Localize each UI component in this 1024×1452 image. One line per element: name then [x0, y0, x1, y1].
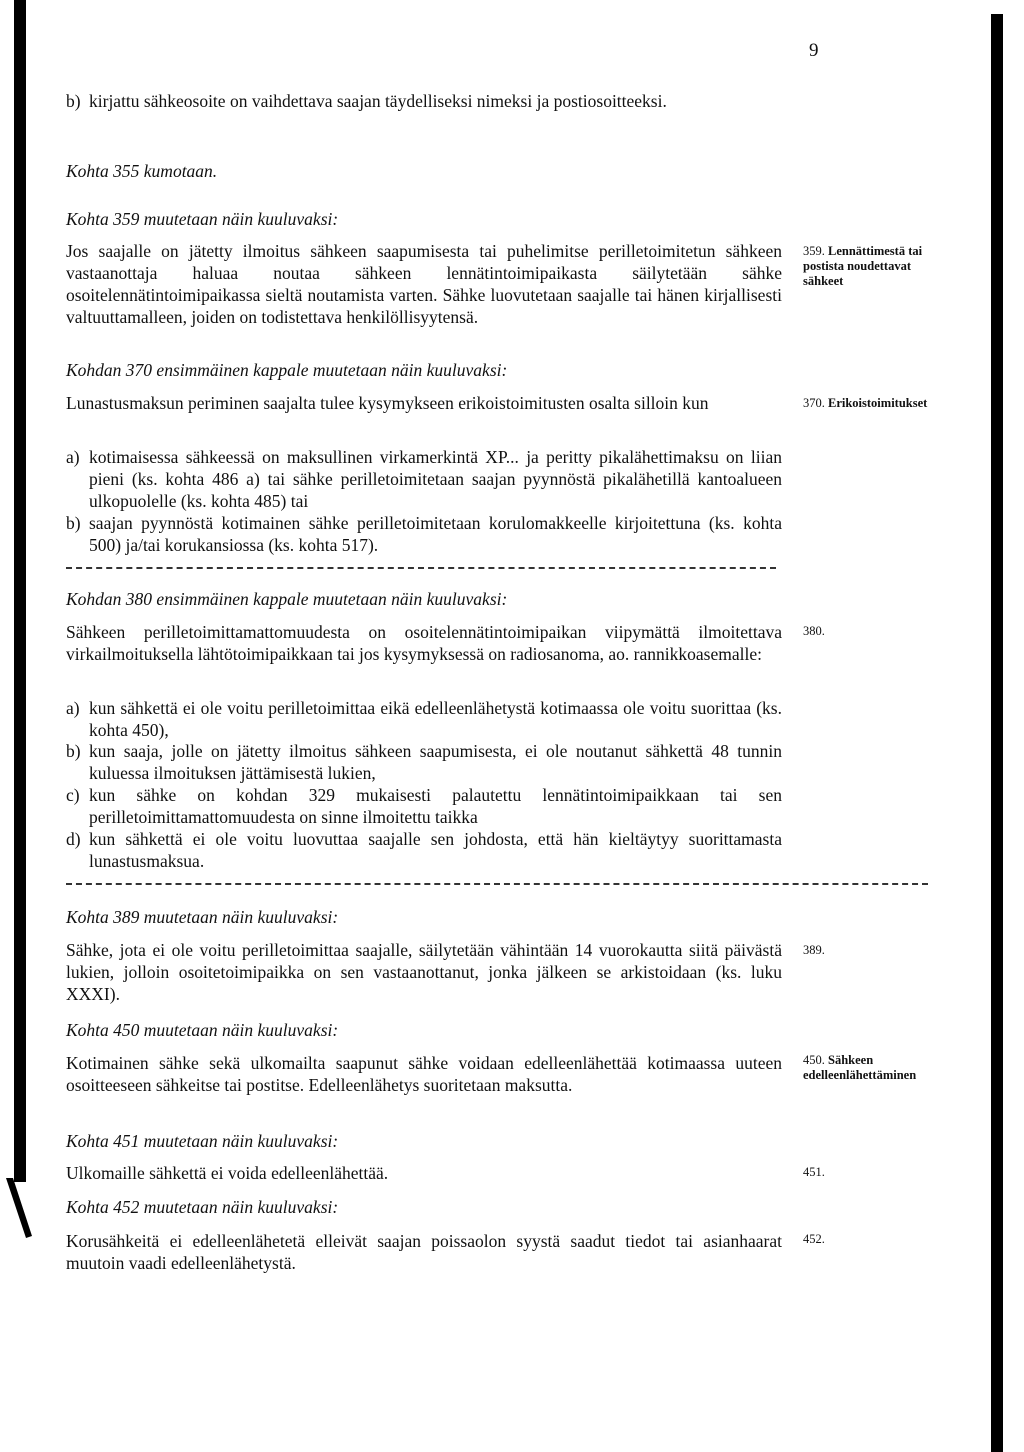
- list-item-380-c: [66, 784, 782, 828]
- margin-note-370: [803, 396, 953, 411]
- list-item-380-b: [66, 740, 782, 784]
- margin-number: 359.: [803, 244, 825, 258]
- list-key: a): [66, 698, 80, 718]
- list-key: b): [66, 513, 81, 533]
- list-key: d): [66, 829, 81, 849]
- list-item-380-d: [66, 828, 782, 872]
- list-text: kun sähke on kohdan 329 mukaisesti palautettu lennätintoimipaikkaan tai sen perilletoimittamattomuudesta on sinne ilmoitettu taikka: [89, 785, 782, 827]
- list-text: kirjattu sähkeosoite on vaihdettava saajan täydelliseksi nimeksi ja postiosoitteeksi.: [89, 91, 667, 111]
- margin-note-450: [803, 1053, 953, 1083]
- section-body-451: Ulkomaille sähkettä ei voida edelleenlähettää.: [66, 1163, 389, 1183]
- list-key: a): [66, 447, 80, 467]
- dashed-separator: [66, 883, 928, 885]
- list-text: kun sähkettä ei ole voitu perilletoimittaa eikä edelleenlähetystä kotimaassa ole voitu suorittaa (ks. kohta 450),: [89, 698, 782, 740]
- margin-number: 452.: [803, 1232, 825, 1246]
- margin-note-451: [803, 1165, 953, 1180]
- scan-edge-mark: [6, 1178, 32, 1238]
- margin-number: 450.: [803, 1053, 825, 1067]
- list-item-370-a: [66, 446, 782, 512]
- margin-note-359: [803, 244, 953, 289]
- section-heading-450: Kohta 450 muutetaan näin kuuluvaksi:: [66, 1020, 339, 1040]
- list-text: kun saaja, jolle on jätetty ilmoitus sähkeen saapumisesta, ei ole noutanut sähkettä 48 tunnin kuluessa ilmoituksen jättämisestä lukien,: [89, 741, 782, 783]
- margin-text: Sähkeen edelleenlähettäminen: [803, 1053, 917, 1082]
- section-heading-389: Kohta 389 muutetaan näin kuuluvaksi:: [66, 907, 339, 927]
- list-key: b): [66, 91, 81, 111]
- list-text: kotimaisessa sähkeessä on maksullinen virkamerkintä XP... ja peritty pikalähettimaksu on liian pieni (ks. kohta 486 a) tai sähke perilletoimitetaan saajan pyynnöstä pikalähetillä kantoalueen ulkopuolelle (ks. kohta 485) tai: [89, 447, 782, 511]
- section-heading-370: Kohdan 370 ensimmäinen kappale muutetaan näin kuuluvaksi:: [66, 360, 508, 380]
- margin-number: 389.: [803, 943, 825, 957]
- section-heading-380: Kohdan 380 ensimmäinen kappale muutetaan näin kuuluvaksi:: [66, 589, 508, 609]
- section-body-370: Lunastusmaksun periminen saajalta tulee kysymykseen erikoistoimitusten osalta silloin kun: [66, 393, 709, 413]
- list-text: kun sähkettä ei ole voitu luovuttaa saajalle sen johdosta, että hän kieltäytyy suorittamasta lunastusmaksua.: [89, 829, 782, 871]
- scan-edge-bar-left: [14, 0, 26, 1182]
- list-key: c): [66, 785, 80, 805]
- margin-note-452: [803, 1232, 953, 1247]
- margin-note-380: [803, 624, 953, 639]
- section-heading-359: Kohta 359 muutetaan näin kuuluvaksi:: [66, 209, 339, 229]
- section-body-359: Jos saajalle on jätetty ilmoitus sähkeen saapumisesta tai puhelimitse perilletoimitetun sähkeen vastaanottaja haluaa noutaa sähkeen lennätintoimipaikasta säilytetään sähke osoitelennätintoimipaikassa sieltä noutamista varten. Sähke luovutetaan saajalle tai hänen kirjallisesti valtuuttamalleen, joiden on todistettava henkilöllisyytensä.: [66, 241, 782, 327]
- scan-edge-bar-right: [991, 14, 1003, 1452]
- section-body-380: Sähkeen perilletoimittamattomuudesta on osoitelennätintoimipaikan viipymättä ilmoitettava virkailmoituksella lähtötoimipaikkaan tai jos kysymyksessä on radiosanoma, ao. rannikkoasemalle:: [66, 622, 782, 664]
- section-heading-452: Kohta 452 muutetaan näin kuuluvaksi:: [66, 1197, 339, 1217]
- margin-number: 451.: [803, 1165, 825, 1179]
- margin-text: Lennättimestä tai postista noudettavat sähkeet: [803, 244, 923, 288]
- section-body-389: Sähke, jota ei ole voitu perilletoimittaa saajalle, säilytetään vähintään 14 vuorokautta siitä päivästä lukien, jolloin osoitetoimipaikka on sen vastaanottanut, jonka jälkeen se arkistoidaan (ks. luku XXXI).: [66, 940, 782, 1004]
- dashed-separator: [66, 567, 776, 569]
- section-heading-451: Kohta 451 muutetaan näin kuuluvaksi:: [66, 1131, 339, 1151]
- margin-note-389: [803, 943, 953, 958]
- section-heading-355: Kohta 355 kumotaan.: [66, 161, 218, 181]
- section-body-450: Kotimainen sähke sekä ulkomailta saapunut sähke voidaan edelleenlähettää kotimaassa uuteen osoitteeseen sähkeitse tai postitse. Edelleenlähetys suoritetaan maksutta.: [66, 1053, 782, 1095]
- list-key: b): [66, 741, 81, 761]
- margin-number: 380.: [803, 624, 825, 638]
- margin-number: 370.: [803, 396, 825, 410]
- page-number: 9: [809, 40, 819, 61]
- section-body-452: Korusähkeitä ei edelleenlähetetä elleivät saajan poissaolon syystä saadut tiedot tai asianhaarat muutoin vaadi edelleenlähetystä.: [66, 1231, 782, 1273]
- list-item-380-a: [66, 697, 782, 741]
- margin-text: Erikoistoimitukset: [828, 396, 928, 410]
- list-text: saajan pyynnöstä kotimainen sähke perilletoimitetaan korulomakkeelle kirjoitettuna (ks. kohta 500) ja/tai korukansiossa (ks. kohta 517).: [89, 513, 782, 555]
- intro-item-b: [66, 90, 782, 112]
- list-item-370-b: [66, 512, 782, 556]
